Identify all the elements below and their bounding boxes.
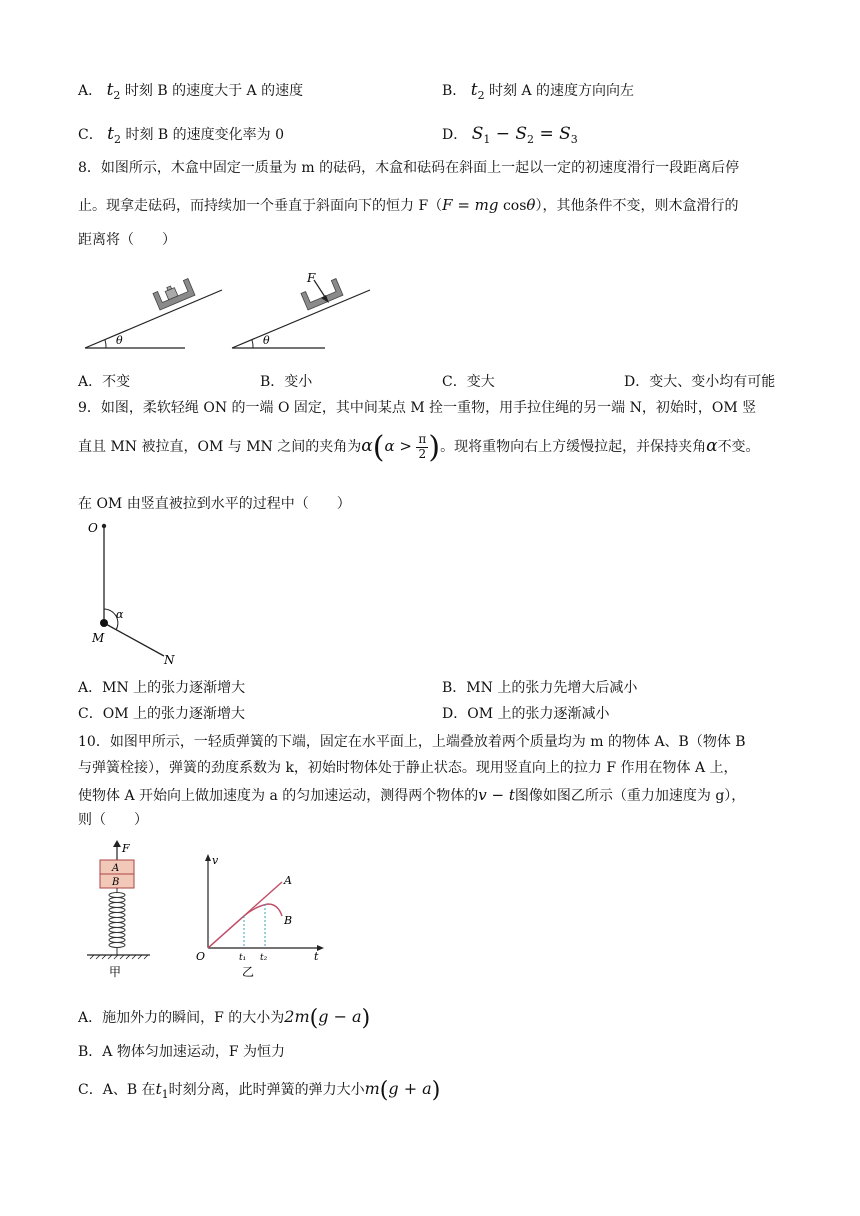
q9-line1: 9．如图，柔软轻绳 ON 的一端 O 固定，其中间某点 M 拴一重物，用手拉住绳的另一端 N，初始时，OM 竖 bbox=[78, 400, 757, 416]
option-label: A． bbox=[78, 83, 103, 99]
q10-option-a: A．施加外力的瞬间，F 的大小为2m(g − a) bbox=[78, 1006, 371, 1031]
axis-v-label: v bbox=[212, 854, 219, 867]
q8-incline-figures bbox=[80, 268, 390, 358]
block-a-label: A bbox=[112, 863, 120, 874]
q9-option-b: B．MN 上的张力先增大后减小 bbox=[442, 680, 638, 696]
option-label: B． bbox=[442, 83, 467, 99]
point-o-label: O bbox=[88, 521, 98, 535]
option-label: D． bbox=[442, 127, 468, 143]
q10-vt-graph bbox=[190, 852, 330, 984]
s-equation: $S_1 - S_2 = S_3$ bbox=[471, 124, 578, 146]
q10-spring-figure bbox=[82, 840, 162, 985]
q7-option-c bbox=[78, 124, 284, 146]
theta-label: θ bbox=[263, 334, 270, 347]
incline-with-force bbox=[232, 271, 370, 348]
q9-rope-figure bbox=[84, 518, 194, 670]
option-label: C． bbox=[78, 127, 103, 143]
q8-line3: 距离将（ ） bbox=[78, 232, 176, 248]
figure-yi-label: 乙 bbox=[242, 965, 255, 979]
q9-option-d: D．OM 上的张力逐渐减小 bbox=[442, 706, 610, 722]
line-a-label: A bbox=[284, 874, 292, 887]
line-b-label: B bbox=[284, 914, 293, 927]
q7-option-b bbox=[442, 80, 634, 102]
axis-t-label: t bbox=[314, 950, 319, 963]
origin-label: O bbox=[196, 950, 206, 963]
point-m-label: M bbox=[92, 631, 105, 645]
q10-line3: 使物体 A 开始向上做加速度为 a 的匀加速运动，测得两个物体的v − t图像如图乙所示（重力加速度为 g）， bbox=[78, 786, 746, 804]
t2-symbol: $t_2$ bbox=[470, 80, 485, 102]
block-b-label: B bbox=[112, 877, 120, 888]
q8-line1: 8．如图所示，木盒中固定一质量为 m 的砝码，木盒和砝码在斜面上一起以一定的初速度滑行一段距离后停 bbox=[78, 160, 740, 176]
theta-label: θ bbox=[116, 334, 123, 347]
q10-option-b: B．A 物体匀加速运动，F 为恒力 bbox=[78, 1044, 286, 1060]
figure-jia-label: 甲 bbox=[109, 965, 122, 979]
q9-line3: 在 OM 由竖直被拉到水平的过程中（ ） bbox=[78, 496, 351, 512]
t2-symbol: $t_2$ bbox=[107, 124, 122, 146]
point-n-label: N bbox=[164, 653, 175, 667]
t2-symbol: $t_2$ bbox=[106, 80, 121, 102]
alpha-label: α bbox=[116, 608, 124, 621]
q10-line4: 则（ ） bbox=[78, 812, 148, 828]
spring-icon bbox=[109, 888, 125, 955]
force-label: F bbox=[122, 842, 130, 855]
option-text: 时刻 A 的速度方向向左 bbox=[489, 83, 635, 99]
incline-with-weight bbox=[85, 279, 222, 348]
option-text: 时刻 B 的速度大于 A 的速度 bbox=[124, 83, 304, 99]
q10-option-c: C．A、B 在$t_1$时刻分离，此时弹簧的弹力大小m(g + a) bbox=[78, 1078, 441, 1103]
q10-line2: 与弹簧栓接），弹簧的劲度系数为 k，初始时物体处于静止状态。现用竖直向上的拉力 F 作用在物体 A 上， bbox=[78, 760, 738, 776]
q9-line2: 直且 MN 被拉直，OM 与 MN 之间的夹角为α(α > $\frac{\pi}{2}$ )。现将重物向右上方缓慢拉起，并保持夹角α不变。 bbox=[78, 430, 760, 465]
q10-line1: 10．如图甲所示，一轻质弹簧的下端，固定在水平面上，上端叠放着两个质量均为 m 的物体 A、B（物体 B bbox=[78, 734, 746, 750]
q9-option-a: A．MN 上的张力逐渐增大 bbox=[78, 680, 246, 696]
q8-option-c: C．变大 bbox=[442, 374, 495, 390]
q7-option-d bbox=[442, 124, 578, 146]
q7-option-a bbox=[78, 80, 303, 102]
t2-label: t₂ bbox=[260, 953, 268, 963]
q8-line2: 止。现拿走砝码，而持续加一个垂直于斜面向下的恒力 F（F = mg cosθ），其他条件不变，则木盒滑行的 bbox=[78, 196, 739, 214]
t1-label: t₁ bbox=[239, 953, 247, 963]
q8-option-a: A．不变 bbox=[78, 374, 131, 390]
force-label: F bbox=[307, 271, 316, 285]
q8-option-b: B．变小 bbox=[260, 374, 313, 390]
q9-option-c: C．OM 上的张力逐渐增大 bbox=[78, 706, 245, 722]
q8-option-d: D．变大、变小均有可能 bbox=[624, 374, 776, 390]
option-text: 时刻 B 的速度变化率为 0 bbox=[125, 127, 285, 143]
